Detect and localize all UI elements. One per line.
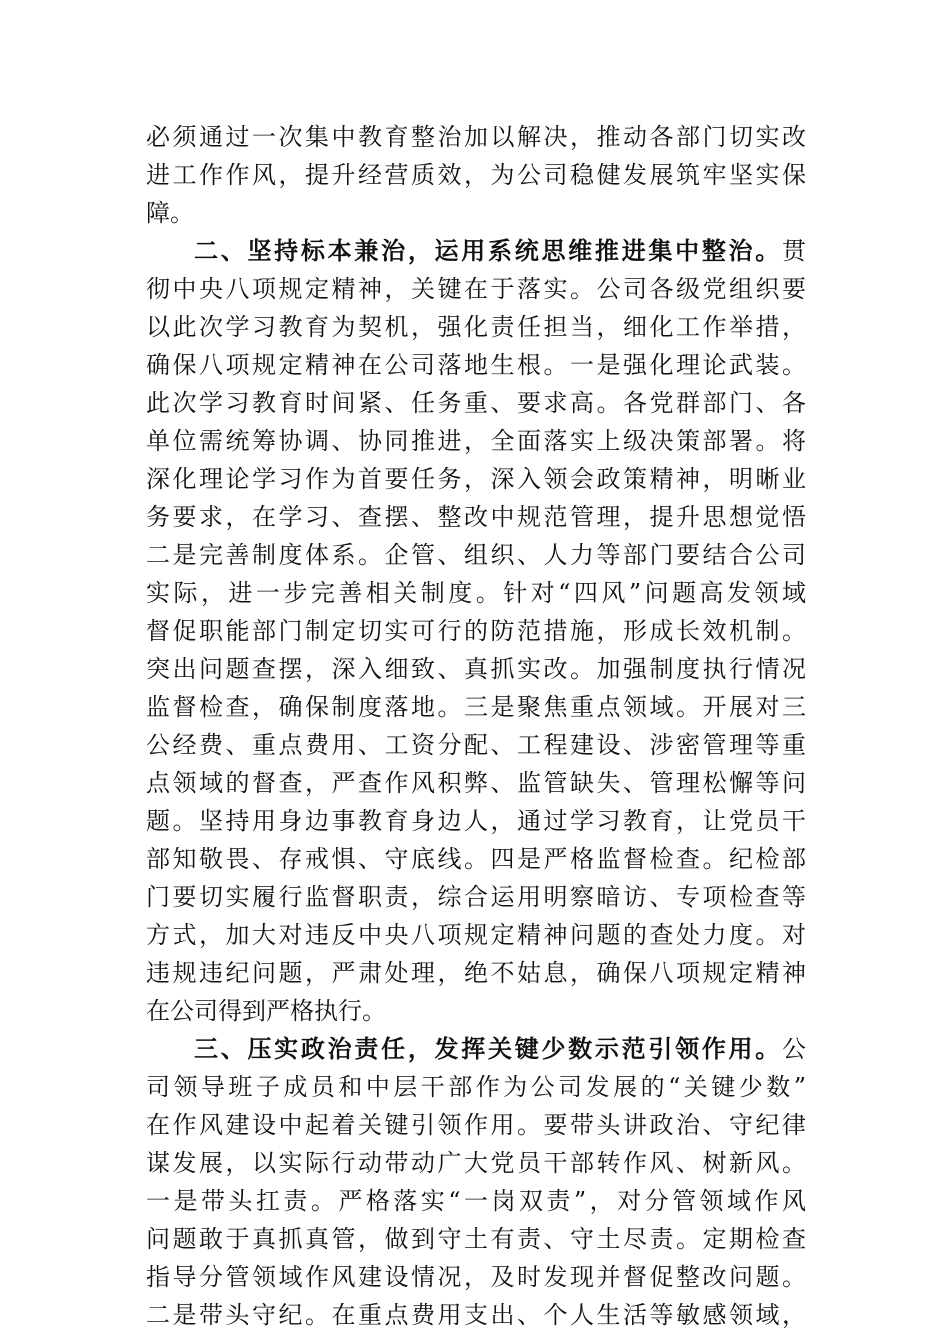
text-line: 单位需统筹协调、协同推进，全面落实上级决策部署。将 [146, 427, 806, 455]
section-3-heading: 三、压实政治责任，发挥关键少数示范引领作用。 [194, 1035, 782, 1063]
text-line: 实际，进一步完善相关制度。针对“四风”问题高发领域 [146, 579, 806, 607]
text-line: 务要求，在学习、查摆、整改中规范管理，提升思想觉悟 [146, 503, 806, 531]
section-2-first-line [146, 232, 806, 270]
text-line: 进工作作风，提升经营质效，为公司稳健发展筑牢坚实保 [146, 161, 806, 189]
text-line: 司领导班子成员和中层干部作为公司发展的“关键少数” [146, 1073, 806, 1101]
text-line: 确保八项规定精神在公司落地生根。一是强化理论武装。 [146, 351, 806, 379]
text-line: 指导分管领域作风建设情况，及时发现并督促整改问题。 [146, 1263, 806, 1291]
text-line: 深化理论学习作为首要任务，深入领会政策精神，明晰业 [146, 465, 806, 493]
section-2 [146, 232, 806, 1030]
text-run: 公 [782, 1035, 806, 1063]
text-line: 督促职能部门制定切实可行的防范措施，形成长效机制。 [146, 617, 806, 645]
text-line: 彻中央八项规定精神，关键在于落实。公司各级党组织要 [146, 275, 806, 303]
section-2-heading: 二、坚持标本兼治，运用系统思维推进集中整治。 [194, 237, 782, 265]
text-line: 部知敬畏、存戒惧、守底线。四是严格监督检查。纪检部 [146, 845, 806, 873]
text-line: 在公司得到严格执行。 [146, 997, 386, 1025]
text-line: 点领域的督查，严查作风积弊、监管缺失、管理松懈等问 [146, 769, 806, 797]
text-run: 贯 [782, 237, 806, 265]
text-line: 门要切实履行监督职责，综合运用明察暗访、专项检查等 [146, 883, 806, 911]
text-line: 公经费、重点费用、工资分配、工程建设、涉密管理等重 [146, 731, 806, 759]
text-line: 违规违纪问题，严肃处理，绝不姑息，确保八项规定精神 [146, 959, 806, 987]
text-line: 障。 [146, 199, 194, 227]
text-line: 此次学习教育时间紧、任务重、要求高。各党群部门、各 [146, 389, 806, 417]
paragraph-1 [146, 118, 806, 232]
text-line: 谋发展，以实际行动带动广大党员干部转作风、树新风。 [146, 1149, 806, 1177]
text-line: 监督检查，确保制度落地。三是聚焦重点领域。开展对三 [146, 693, 806, 721]
section-3 [146, 1030, 806, 1334]
text-line: 问题敢于真抓真管，做到守土有责、守土尽责。定期检查 [146, 1225, 806, 1253]
text-line: 在作风建设中起着关键引领作用。要带头讲政治、守纪律 [146, 1111, 806, 1139]
text-line: 二是完善制度体系。企管、组织、人力等部门要结合公司 [146, 541, 806, 569]
text-line: 二是带头守纪。在重点费用支出、个人生活等敏感领域， [146, 1301, 806, 1329]
text-line: 方式，加大对违反中央八项规定精神问题的查处力度。对 [146, 921, 806, 949]
text-line: 以此次学习教育为契机，强化责任担当，细化工作举措， [146, 313, 806, 341]
text-line: 一是带头扛责。严格落实“一岗双责”，对分管领域作风 [146, 1187, 806, 1215]
section-3-first-line [146, 1030, 806, 1068]
text-line: 必须通过一次集中教育整治加以解决，推动各部门切实改 [146, 123, 806, 151]
text-line: 题。坚持用身边事教育身边人，通过学习教育，让党员干 [146, 807, 806, 835]
text-line: 突出问题查摆，深入细致、真抓实改。加强制度执行情况 [146, 655, 806, 683]
document-page [146, 118, 806, 1334]
